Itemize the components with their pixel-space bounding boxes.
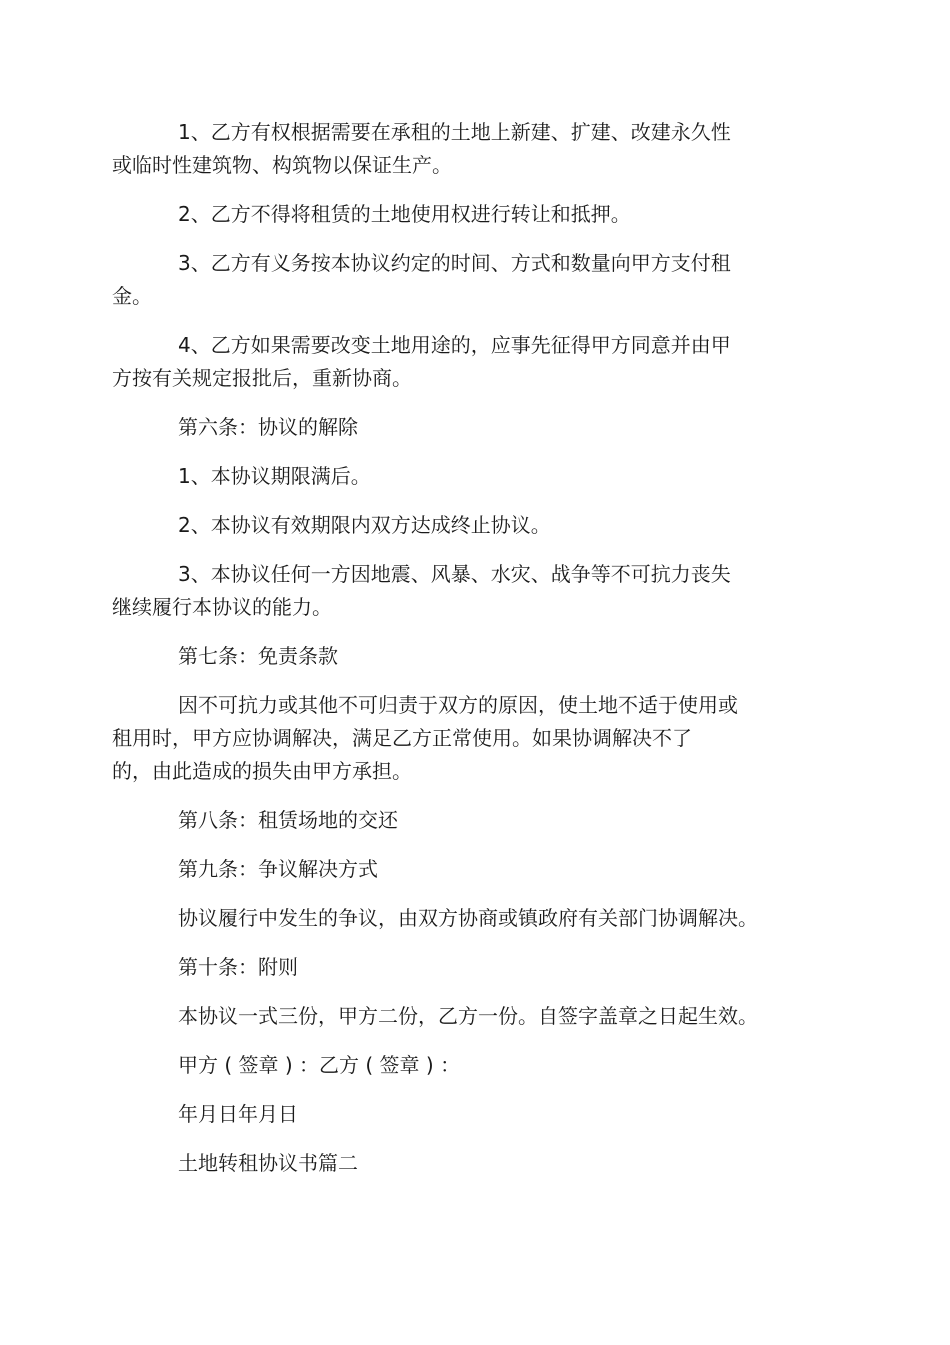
next-section-title [145, 1147, 785, 1180]
text-line: 甲方 ( 签章 ) ：乙方 ( 签章 ) ： [178, 1053, 461, 1077]
text-line: 2、本协议有效期限内双方达成终止协议。 [178, 513, 551, 537]
text-line: 3、本协议任何一方因地震、风暴、水灾、战争等不可抗力丧失 [178, 562, 731, 586]
text-line: 本协议一式三份，甲方二份，乙方一份。自签字盖章之日起生效。 [178, 1004, 758, 1028]
text-line: 方按有关规定报批后，重新协商。 [112, 366, 412, 390]
clause-paragraph [112, 558, 785, 624]
text-line: 4、乙方如果需要改变土地用途的，应事先征得甲方同意并由甲 [178, 333, 731, 357]
text-line: 2、乙方不得将租赁的土地使用权进行转让和抵押。 [178, 202, 631, 226]
clause-paragraph [145, 1000, 785, 1033]
section-heading [145, 951, 785, 984]
clause-paragraph [112, 247, 785, 313]
text-line: 第八条：租赁场地的交还 [178, 808, 398, 832]
text-line: 或临时性建筑物、构筑物以保证生产。 [112, 153, 452, 177]
clause-paragraph [145, 509, 785, 542]
text-line: 金。 [112, 284, 152, 308]
date-line [145, 1098, 785, 1131]
text-line: 第六条：协议的解除 [178, 415, 358, 439]
text-line: 的，由此造成的损失由甲方承担。 [112, 759, 412, 783]
text-line: 第九条：争议解决方式 [178, 857, 378, 881]
text-line: 土地转租协议书篇二 [178, 1151, 358, 1175]
text-line: 继续履行本协议的能力。 [112, 595, 332, 619]
text-line: 1、乙方有权根据需要在承租的土地上新建、扩建、改建永久性 [178, 120, 731, 144]
clause-paragraph [112, 689, 785, 788]
text-line: 因不可抗力或其他不可归责于双方的原因，使土地不适于使用或 [178, 693, 738, 717]
text-line: 1、本协议期限满后。 [178, 464, 371, 488]
clause-paragraph [145, 198, 785, 231]
section-heading [145, 853, 785, 886]
clause-paragraph [145, 902, 785, 935]
section-heading [145, 804, 785, 837]
text-line: 年月日年月日 [178, 1102, 298, 1126]
section-heading [145, 411, 785, 444]
text-line: 协议履行中发生的争议，由双方协商或镇政府有关部门协调解决。 [178, 906, 758, 930]
text-line: 第七条：免责条款 [178, 644, 338, 668]
document-body [112, 116, 785, 1196]
text-line: 租用时，甲方应协调解决，满足乙方正常使用。如果协调解决不了 [112, 726, 692, 750]
text-line: 3、乙方有义务按本协议约定的时间、方式和数量向甲方支付租 [178, 251, 731, 275]
signature-line [145, 1049, 785, 1082]
text-line: 第十条：附则 [178, 955, 298, 979]
clause-paragraph [112, 329, 785, 395]
section-heading [145, 640, 785, 673]
clause-paragraph [145, 460, 785, 493]
clause-paragraph [112, 116, 785, 182]
